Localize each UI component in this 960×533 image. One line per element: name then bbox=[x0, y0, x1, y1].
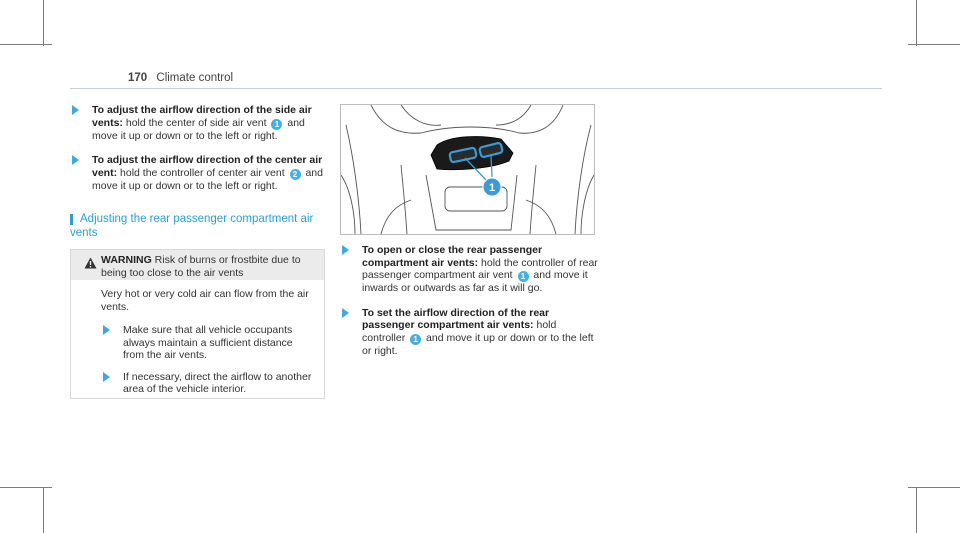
warning-triangle-icon bbox=[84, 257, 97, 269]
crop-mark bbox=[0, 44, 52, 45]
step-text: and move it inwards or outwards as far as it will go. bbox=[362, 269, 588, 294]
subheading-bar bbox=[70, 214, 73, 225]
step-title: To set the airflow direction of the rear passenger compartment air vents: bbox=[362, 306, 550, 331]
crop-mark bbox=[908, 44, 960, 45]
crop-mark bbox=[908, 487, 960, 488]
crop-mark bbox=[43, 0, 44, 46]
crop-mark bbox=[43, 487, 44, 533]
step-arrow-icon bbox=[72, 155, 79, 165]
section-title: Climate control bbox=[156, 72, 234, 84]
step-arrow-icon bbox=[342, 308, 349, 318]
subheading-line: Adjusting the rear passenger compartment air bbox=[80, 213, 314, 225]
header-rule bbox=[70, 88, 882, 89]
instruction-step bbox=[70, 154, 325, 192]
step-arrow-icon bbox=[342, 245, 349, 255]
left-steps bbox=[70, 104, 325, 204]
warning-paragraph: Very hot or very cold air can flow from the air vents. bbox=[101, 288, 309, 313]
page-header bbox=[128, 72, 233, 84]
crop-mark bbox=[916, 0, 917, 46]
warning-label: WARNING bbox=[101, 254, 152, 266]
warning-line: being too close to the air vents bbox=[101, 266, 244, 279]
callout-marker: 1 bbox=[518, 271, 529, 282]
warning-header bbox=[71, 250, 324, 280]
instruction-step bbox=[70, 104, 325, 142]
warning-body bbox=[71, 280, 324, 396]
figure-callout-label: 1 bbox=[488, 182, 496, 194]
step-title: To open or close the rear passenger compartment air vents: bbox=[362, 244, 543, 269]
step-text: and move it up or down or to the left or right. bbox=[92, 166, 323, 192]
step-text: hold the controller of rear passenger compartment air vent bbox=[362, 256, 598, 281]
warning-step bbox=[101, 371, 314, 396]
callout-marker: 2 bbox=[290, 169, 301, 180]
warning-text bbox=[101, 254, 301, 279]
step-text: and move it up or down or to the left or right. bbox=[362, 331, 594, 357]
warning-step bbox=[101, 324, 314, 362]
step-arrow-icon bbox=[103, 372, 110, 382]
instruction-step bbox=[340, 244, 600, 295]
page-number: 170 bbox=[128, 72, 148, 84]
step-text: and move it up or down or to the left or right. bbox=[92, 116, 305, 142]
callout-marker: 1 bbox=[410, 334, 421, 345]
step-text: hold the controller of center air vent bbox=[120, 166, 285, 179]
step-arrow-icon bbox=[103, 325, 110, 335]
step-text: Make sure that all vehicle occupants always maintain a sufficient distance from the air vents. bbox=[123, 324, 293, 361]
step-text: hold controller bbox=[362, 319, 557, 344]
warning-box bbox=[70, 249, 325, 399]
callout-marker: 1 bbox=[271, 119, 282, 130]
step-arrow-icon bbox=[72, 105, 79, 115]
step-text: hold the center of side air vent bbox=[125, 116, 267, 129]
right-steps bbox=[340, 244, 600, 369]
warning-line: Risk of burns or frostbite due to bbox=[154, 254, 301, 266]
step-title: To adjust the airflow direction of the center air vent: bbox=[92, 154, 323, 179]
crop-mark bbox=[916, 487, 917, 533]
subheading-line: vents bbox=[70, 227, 98, 239]
step-text: If necessary, direct the airflow to another area of the vehicle interior. bbox=[123, 370, 312, 395]
step-title: To adjust the airflow direction of the side air vents: bbox=[92, 104, 312, 129]
instruction-step bbox=[340, 307, 600, 358]
section-subheading bbox=[70, 212, 330, 240]
crop-mark bbox=[0, 487, 52, 488]
rear-vents-illustration bbox=[340, 104, 595, 235]
